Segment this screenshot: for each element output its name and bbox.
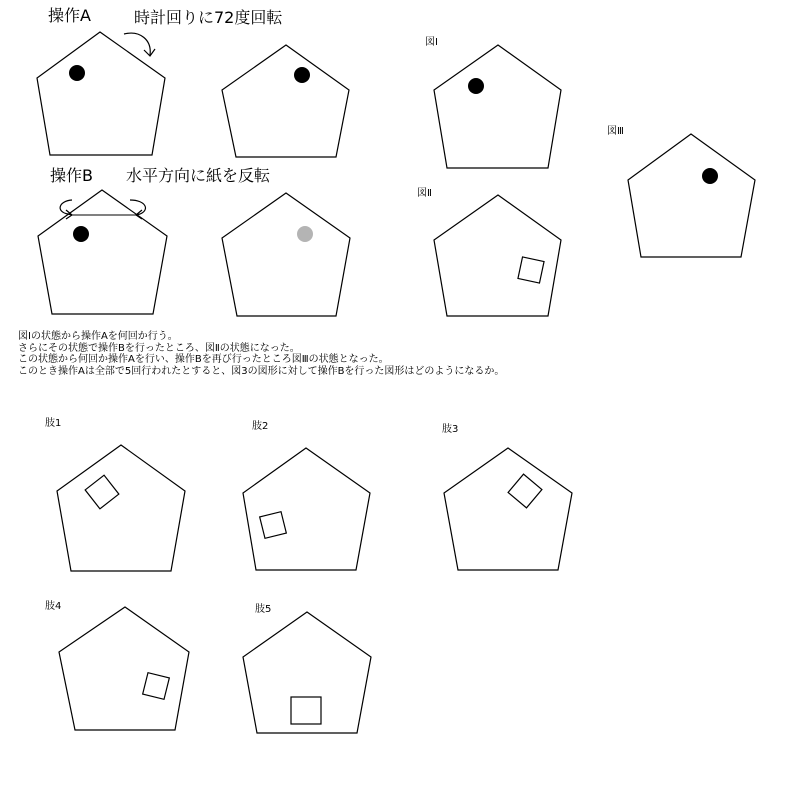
clockwise-arrow-head [144,49,155,56]
dot-op-b-before [73,226,89,242]
pentagon-fig1 [434,45,561,168]
question-line: このとき操作Aは全部で5回行われたとすると、図3の図形に対して操作Bを行った図形はどのようになるか。 [18,365,505,377]
dot-fig3 [702,168,718,184]
operation-a-description: 時計回りに72度回転 [134,8,283,27]
question-text [18,331,504,377]
square-choice-2 [260,512,287,539]
operation-b-label: 操作B [50,166,93,185]
choice-4-label: 肢4 [45,601,62,612]
square-choice-4 [143,673,170,700]
figure-1-label: 図Ⅰ [425,37,438,48]
pentagon-fig3 [628,134,755,257]
question-line: さらにその状態で操作Bを行ったところ、図Ⅱの状態になった。 [18,342,300,354]
pentagon-choice-1 [57,445,185,571]
square-choice-5 [291,697,321,724]
pentagon-choice-3 [444,448,572,570]
figure-3-label: 図Ⅲ [607,126,624,137]
choice-5-label: 肢5 [255,604,272,615]
figure-2-label: 図Ⅱ [417,188,432,199]
choice-1-label: 肢1 [45,418,62,429]
question-line: この状態から何回か操作Aを行い、操作Bを再び行ったところ図Ⅲの状態となった。 [18,354,389,365]
operation-b-description: 水平方向に紙を反転 [126,166,271,185]
gray-dot-op-b-after [297,226,313,242]
pentagon-op-a-before [37,32,165,155]
pentagon-choice-4 [59,607,189,730]
choice-3-label: 肢3 [442,424,459,435]
square-fig2 [518,257,544,283]
pentagon-fig2 [434,195,561,316]
pentagon-op-a-after [222,45,349,157]
operation-a-label: 操作A [48,6,91,25]
dot-op-a-after [294,67,310,83]
dot-fig1 [468,78,484,94]
question-line: 図Ⅰの状態から操作Aを何回か行う。 [18,331,178,342]
dot-op-a-before [69,65,85,81]
pentagon-op-b-before [38,190,167,314]
pentagon-choice-2 [243,448,370,570]
choice-2-label: 肢2 [252,421,269,432]
pentagon-op-b-after [222,193,350,316]
